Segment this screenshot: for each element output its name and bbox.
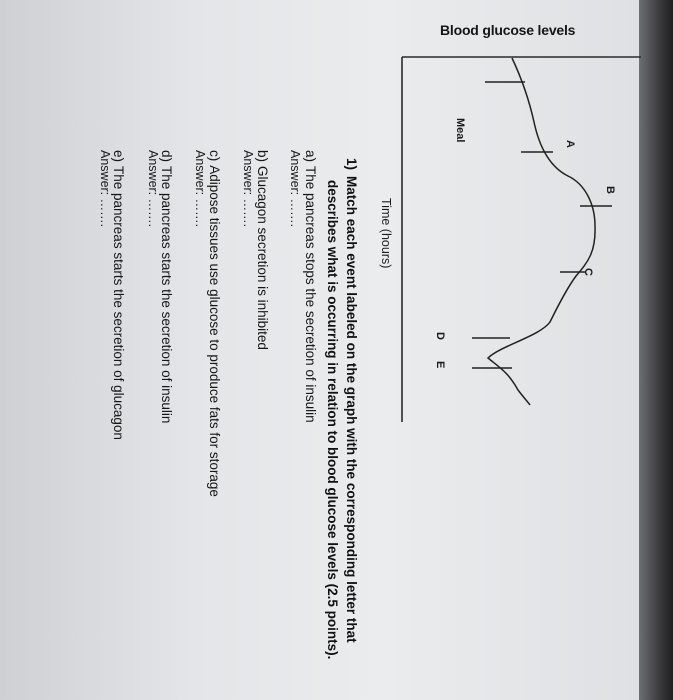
item-e-letter: e)	[111, 150, 126, 163]
x-axis-label: Time (hours)	[379, 198, 393, 269]
photo-edge-shadow	[639, 0, 673, 700]
marker-e-label: E	[434, 361, 446, 369]
item-b-letter: b)	[255, 150, 270, 163]
item-c-letter: c)	[207, 150, 222, 162]
marker-a-label: A	[564, 140, 576, 148]
item-b-text	[255, 150, 270, 350]
item-e-answer[interactable]: Answer: …….	[98, 150, 112, 228]
item-b-statement: Glucagon secretion is inhibited	[255, 166, 270, 350]
item-a-letter: a)	[303, 150, 318, 163]
item-a-statement: The pancreas stops the secretion of insulin	[303, 166, 318, 423]
question-line-2: describes what is occurring in relation to blood glucose levels (2.5 points).	[325, 180, 340, 660]
graph-title: Blood glucose levels	[440, 22, 576, 38]
question-line-1-text: Match each event labeled on the graph with the corresponding letter that	[344, 176, 359, 643]
item-a-text	[303, 150, 318, 423]
marker-c-label: C	[582, 268, 594, 276]
marker-d-label: D	[434, 332, 446, 340]
item-d-answer[interactable]: Answer: …….	[146, 150, 160, 228]
item-a-answer[interactable]: Answer: …….	[288, 150, 302, 228]
item-c-text	[207, 150, 222, 497]
item-e-statement: The pancreas starts the secretion of glucagon	[111, 166, 126, 440]
item-d-text	[159, 150, 174, 423]
item-c-statement: Adipose tissues use glucose to produce fats for storage	[207, 165, 222, 497]
item-b-answer[interactable]: Answer: …….	[241, 150, 255, 228]
question-number: 1)	[344, 158, 359, 171]
item-e-text	[111, 150, 126, 440]
item-d-statement: The pancreas starts the secretion of insulin	[159, 166, 174, 424]
meal-label: Meal	[454, 118, 466, 143]
item-d-letter: d)	[159, 150, 174, 163]
question-line-1	[342, 158, 360, 643]
item-c-answer[interactable]: Answer: …….	[193, 150, 207, 228]
marker-b-label: B	[604, 186, 616, 194]
